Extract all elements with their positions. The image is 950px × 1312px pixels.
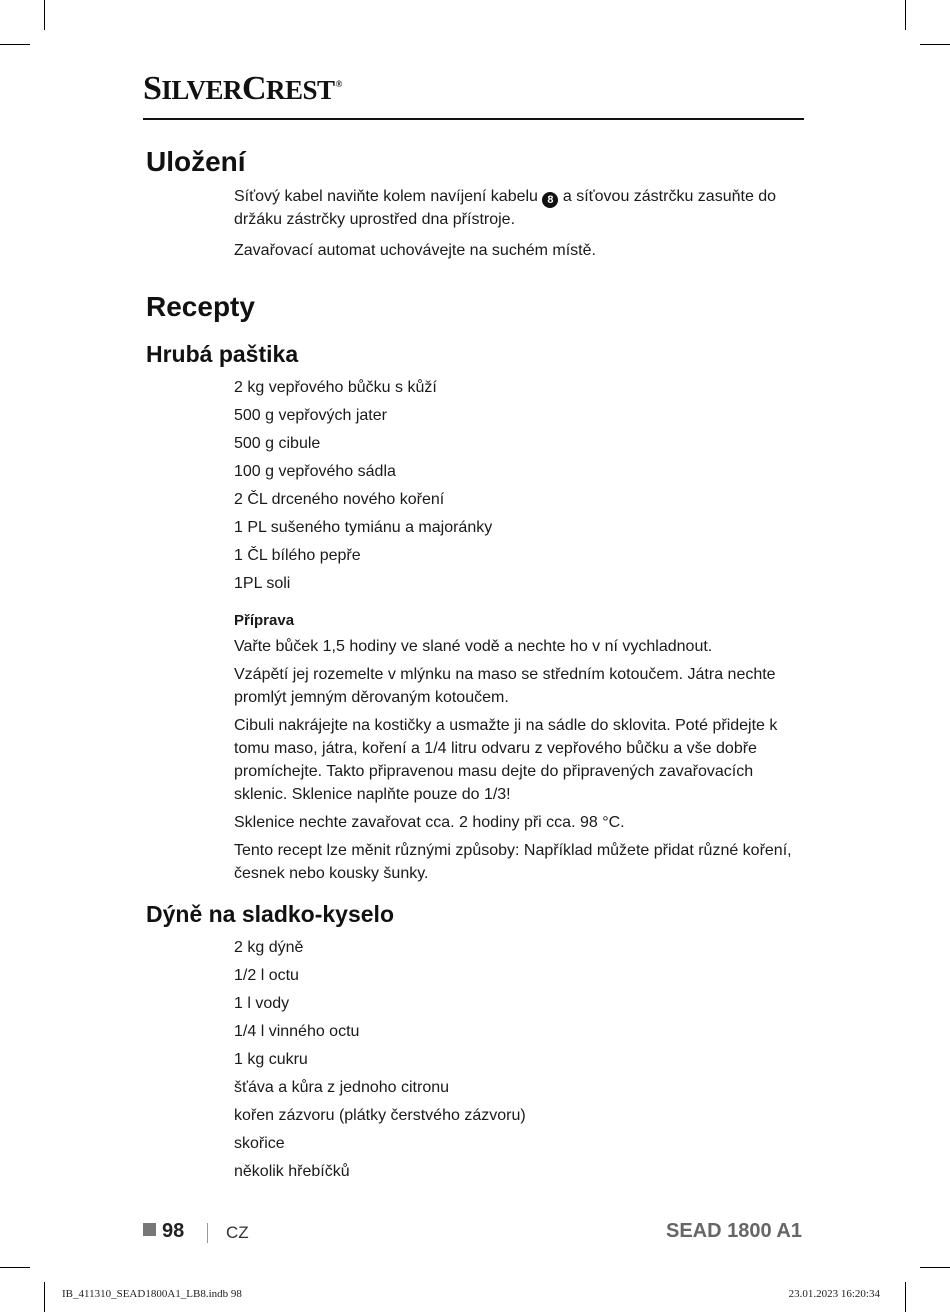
- prep-step: Sklenice nechte zavařovat cca. 2 hodiny při cca. 98 °C.: [234, 814, 625, 831]
- crop-mark: [0, 1267, 30, 1268]
- model-name: SEAD 1800 A1: [666, 1220, 802, 1242]
- storage-paragraph-dry: Zavařovací automat uchovávejte na suchém místě.: [234, 242, 596, 259]
- brand-logo: SILVERCREST®: [143, 70, 342, 107]
- ingredient-item: 1 ČL bílého pepře: [234, 547, 361, 564]
- ingredient-item: 1 PL sušeného tymiánu a majoránky: [234, 519, 493, 536]
- ingredient-item: 1 l vody: [234, 995, 290, 1012]
- crop-mark: [905, 1282, 906, 1312]
- crop-mark: [920, 1267, 950, 1268]
- ingredient-list-pumpkin: [234, 936, 526, 1188]
- ingredient-item: 500 g cibule: [234, 435, 321, 452]
- header-rule: [143, 118, 804, 120]
- cable-winder-number-badge: 8: [542, 192, 558, 208]
- print-slug-file: IB_411310_SEAD1800A1_LB8.indb 98: [62, 1288, 242, 1300]
- language-code: CZ: [226, 1223, 249, 1242]
- crop-mark: [0, 44, 30, 45]
- ingredient-item: 1 kg cukru: [234, 1051, 308, 1068]
- page-number: 98: [143, 1220, 184, 1246]
- print-slug-datetime: 23.01.2023 16:20:34: [788, 1288, 880, 1300]
- ingredient-item: 1PL soli: [234, 575, 291, 592]
- ingredient-item: šťáva a kůra z jednoho citronu: [234, 1079, 450, 1096]
- footer-separator: [207, 1223, 208, 1243]
- prep-step: Vařte bůček 1,5 hodiny ve slané vodě a nechte ho v ní vychladnout.: [234, 638, 713, 655]
- ingredient-item: 2 ČL drceného nového koření: [234, 491, 445, 508]
- ingredient-item: 2 kg vepřového bůčku s kůží: [234, 379, 437, 396]
- crop-mark: [44, 0, 45, 30]
- ingredient-item: 2 kg dýně: [234, 939, 304, 956]
- preparation-heading: Příprava: [234, 612, 295, 629]
- crop-mark: [44, 1282, 45, 1312]
- page-marker-square: [143, 1223, 156, 1236]
- ingredient-item: 1/2 l octu: [234, 967, 299, 984]
- preparation-steps: [234, 635, 804, 885]
- ingredient-item: 100 g vepřového sádla: [234, 463, 396, 480]
- storage-paragraph: Síťový kabel naviňte kolem navíjení kabelu 8 a síťovou zástrčku zasuňte do držáku zástrčky uprostřed dna přístroje.: [234, 188, 777, 228]
- crop-mark: [920, 44, 950, 45]
- crop-mark: [905, 0, 906, 30]
- ingredient-item: skořice: [234, 1135, 285, 1152]
- recipe-title-pate: Hrubá paštika: [146, 341, 299, 367]
- storage-text: [234, 185, 804, 262]
- ingredient-item: 1/4 l vinného octu: [234, 1023, 360, 1040]
- storage-heading: Uložení: [146, 146, 246, 177]
- recipes-heading: Recepty: [146, 291, 255, 322]
- prep-step: Vzápětí jej rozemelte v mlýnku na maso se středním kotoučem. Játra nechte promlýt jemným děrovaným kotoučem.: [234, 666, 776, 706]
- ingredient-list-pate: [234, 376, 492, 600]
- ingredient-item: 500 g vepřových jater: [234, 407, 387, 424]
- recipe-title-pumpkin: Dýně na sladko-kyselo: [146, 901, 394, 927]
- prep-step: Cibuli nakrájejte na kostičky a usmažte ji na sádle do sklovita. Poté přidejte k tomu maso, játra, koření a 1/4 litru odvaru z vepřového bůčku a vše dobře promíchejte. Takto připravenou masu dejte do připravených zavařovacích sklenic. Sklenice naplňte pouze do 1/3!: [234, 717, 778, 803]
- ingredient-item: kořen zázvoru (plátky čerstvého zázvoru): [234, 1107, 526, 1124]
- ingredient-item: několik hřebíčků: [234, 1163, 350, 1180]
- prep-step: Tento recept lze měnit různými způsoby: Například můžete přidat různé koření, česnek nebo kousky šunky.: [234, 842, 792, 882]
